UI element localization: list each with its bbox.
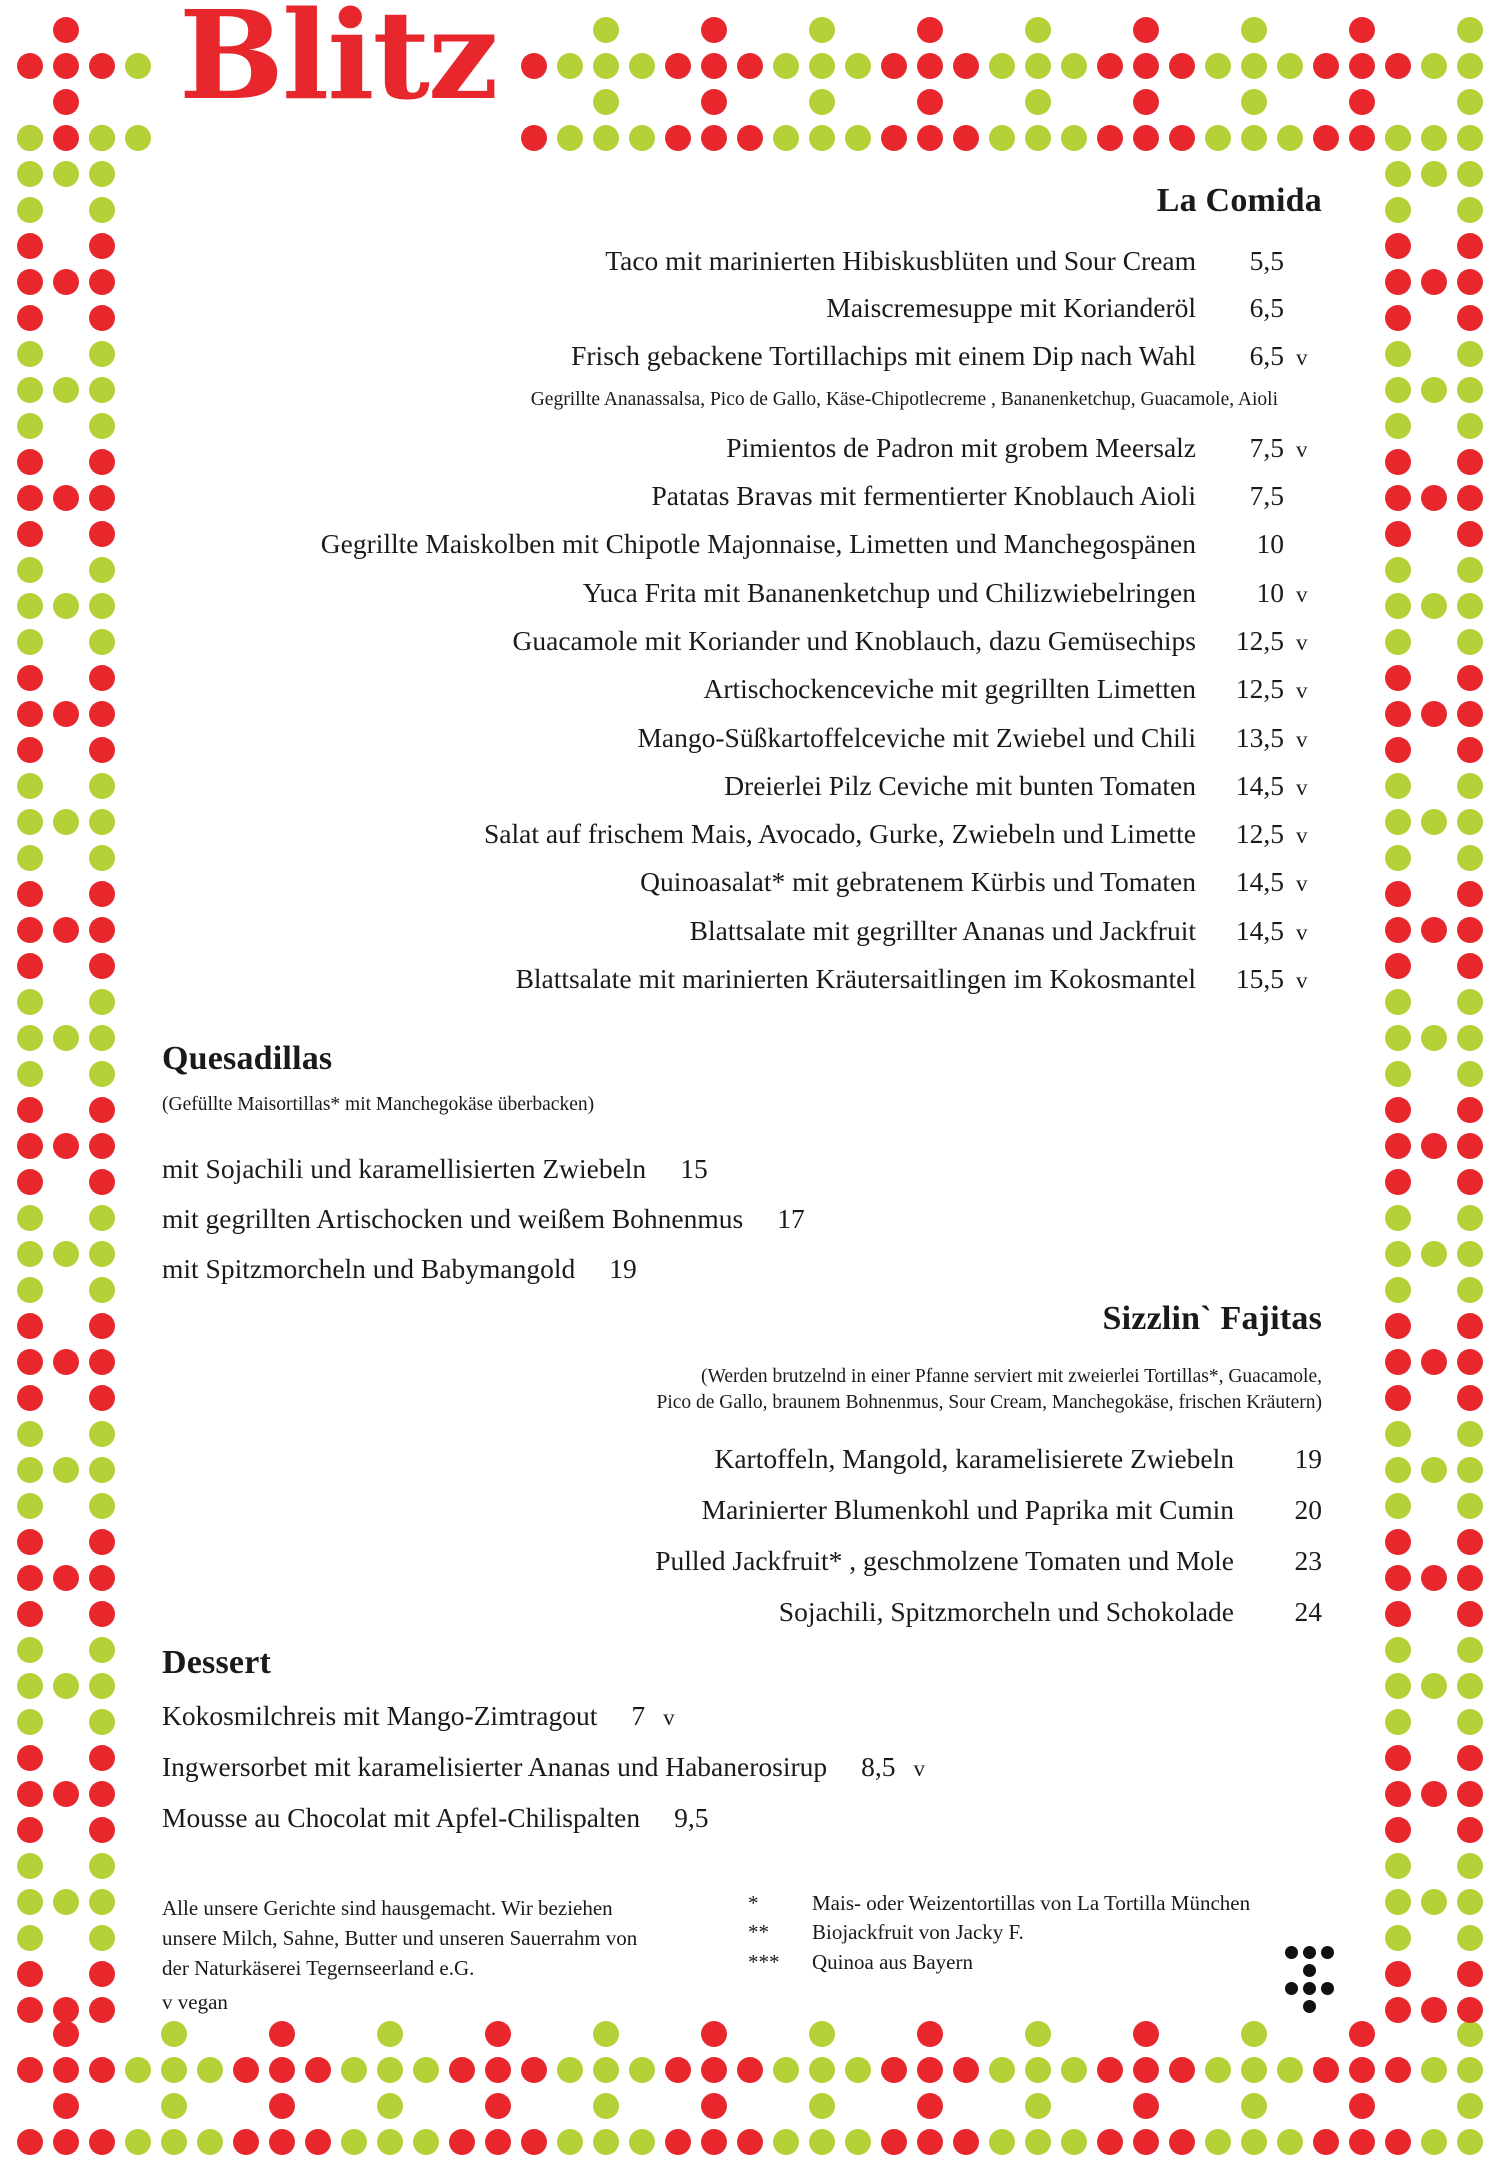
footnote-mark: * [748, 1891, 759, 1915]
menu-item-vegan-mark: v [663, 1705, 675, 1730]
menu-item-price: 14,5 [1235, 915, 1284, 946]
menu-item-name: Maiscremesuppe mit Korianderöl [826, 292, 1196, 323]
menu-item-price: 14,5 [1235, 866, 1284, 897]
footer-house-note-line3: der Naturkäserei Tegernseerland e.G. [162, 1955, 475, 1980]
menu-item-vegan-mark: v [1296, 630, 1308, 655]
footer-house-note-line2: unsere Milch, Sahne, Butter und unseren Sauerrahm von [162, 1925, 638, 1950]
menu-item-vegan-mark: v [1296, 775, 1308, 800]
menu-item-vegan-mark: v [1296, 727, 1308, 752]
menu-item-name: Kokosmilchreis mit Mango-Zimtragout [162, 1700, 598, 1731]
menu-item-name: Kartoffeln, Mangold, karamelisierete Zwiebeln [714, 1443, 1234, 1474]
menu-item-row [583, 577, 1322, 609]
footnote-mark: *** [748, 1949, 780, 1974]
menu-item-name: Yuca Frita mit Bananenketchup und Chilizwiebelringen [582, 577, 1196, 608]
menu-item-name: Patatas Bravas mit fermentierter Knoblauch Aioli [651, 480, 1196, 511]
footer-source-notes [748, 1889, 1250, 1977]
menu-item-row [571, 340, 1322, 372]
menu-item-price: 7,5 [1249, 480, 1284, 511]
menu-item-price: 19 [609, 1253, 637, 1284]
footnote-text: Biojackfruit von Jacky F. [812, 1920, 1024, 1945]
fajitas-subtitle-line2: Pico de Gallo, braunem Bohnenmus, Sour Cream, Manchegokäse, frischen Kräutern) [656, 1392, 1322, 1413]
menu-item-row [702, 1494, 1322, 1526]
menu-item-name: mit gegrillten Artischocken und weißem Bohnenmus [162, 1203, 744, 1234]
menu-item-vegan-mark: v [1296, 582, 1308, 607]
footer-note-row [748, 1948, 1250, 1977]
menu-item-price: 24 [1294, 1596, 1322, 1627]
menu-item-name: Mousse au Chocolat mit Apfel-Chilispalten [162, 1802, 641, 1833]
menu-item-name: Frisch gebackene Tortillachips mit einem Dip nach Wahl [571, 340, 1196, 371]
footer-vegan-legend: v vegan [162, 1990, 228, 2014]
menu-item-row [714, 1443, 1322, 1475]
section-title-la-comida: La Comida [1156, 182, 1322, 219]
menu-item-row [779, 1596, 1322, 1628]
menu-item-price: 12,5 [1235, 818, 1284, 849]
menu-item-vegan-mark: v [1296, 823, 1308, 848]
quesadillas-subtitle: (Gefüllte Maisortillas* mit Manchegokäse überbacken) [162, 1094, 595, 1115]
menu-item-row [516, 963, 1322, 995]
footnote-text: Mais- oder Weizentortillas von La Tortilla München [812, 1891, 1251, 1915]
section-title-fajitas: Sizzlin` Fajitas [1102, 1300, 1322, 1337]
menu-item-price: 12,5 [1235, 673, 1284, 704]
menu-item-vegan-mark: v [1296, 968, 1308, 993]
menu-item-row [513, 625, 1322, 657]
menu-item-row [162, 1203, 805, 1235]
footer-note-row [748, 1889, 1250, 1918]
menu-item-price: 6,5 [1249, 340, 1284, 371]
menu-item-name: Salat auf frischem Mais, Avocado, Gurke, Zwiebeln und Limette [484, 818, 1196, 849]
menu-item-name: Dreierlei Pilz Ceviche mit bunten Tomaten [724, 770, 1196, 801]
menu-item-vegan-mark: v [913, 1756, 926, 1781]
menu-item-price: 7,5 [1249, 432, 1284, 463]
menu-item-price: 7 [631, 1700, 646, 1731]
menu-item-row [826, 292, 1322, 324]
menu-item-price: 17 [777, 1203, 805, 1234]
menu-item-row [726, 432, 1322, 464]
menu-item-row [162, 1751, 925, 1783]
menu-item-name: Pulled Jackfruit* , geschmolzene Tomaten und Mole [655, 1545, 1234, 1576]
footer-house-note [162, 1894, 722, 1983]
menu-item-name: Blattsalate mit marinierten Kräutersaitlingen im Kokosmantel [515, 963, 1196, 994]
footer-house-note-line1: Alle unsere Gerichte sind hausgemacht. Wir beziehen [162, 1896, 613, 1920]
menu-item-vegan-mark: v [1296, 920, 1308, 945]
menu-item-price: 10 [1256, 528, 1284, 559]
menu-item-price: 19 [1294, 1443, 1322, 1474]
menu-item-row [690, 915, 1322, 947]
footer-note-row [748, 1918, 1250, 1947]
menu-item-row [637, 722, 1322, 754]
menu-item-row [162, 1253, 637, 1285]
menu-item-name: Blattsalate mit gegrillter Ananas und Jackfruit [689, 915, 1196, 946]
footnote-mark: ** [748, 1920, 769, 1945]
menu-item-name: Guacamole mit Koriander und Knoblauch, dazu Gemüsechips [512, 625, 1196, 656]
menu-item-price: 5,5 [1249, 245, 1284, 276]
menu-item-price: 15,5 [1235, 963, 1284, 994]
menu-item-name: mit Sojachili und karamellisierten Zwiebeln [162, 1153, 647, 1184]
tortillachips-dip-list: Gegrillte Ananassalsa, Pico de Gallo, Käse-Chipotlecreme , Bananenketchup, Guacamole, Aioli [530, 389, 1278, 410]
menu-item-name: Mango-Süßkartoffelceviche mit Zwiebel und Chili [637, 722, 1196, 753]
menu-item-price: 20 [1294, 1494, 1322, 1525]
menu-item-row [640, 866, 1322, 898]
section-title-quesadillas: Quesadillas [162, 1040, 333, 1077]
menu-item-price: 9,5 [674, 1802, 709, 1833]
dot-cross-mark-icon [1285, 1946, 1355, 2016]
menu-item-price: 10 [1256, 577, 1284, 608]
menu-item-vegan-mark: v [1296, 345, 1308, 370]
menu-item-name: Pimientos de Padron mit grobem Meersalz [726, 432, 1196, 463]
menu-item-name: Taco mit marinierten Hibiskusblüten und Sour Cream [605, 245, 1196, 276]
fajitas-subtitle-line1: (Werden brutzelnd in einer Pfanne serviert mit zweierlei Tortillas*, Guacamole, [700, 1366, 1322, 1387]
menu-item-price: 13,5 [1235, 722, 1284, 753]
footnote-text: Quinoa aus Bayern [812, 1949, 973, 1974]
menu-item-row [162, 1802, 727, 1834]
menu-item-name: Artischockenceviche mit gegrillten Limetten [703, 673, 1196, 704]
menu-item-name: Sojachili, Spitzmorcheln und Schokolade [778, 1596, 1234, 1627]
menu-item-row [321, 528, 1322, 560]
menu-item-row [655, 1545, 1322, 1577]
menu-item-row [484, 818, 1322, 850]
menu-item-row [724, 770, 1322, 802]
menu-item-price: 12,5 [1235, 625, 1284, 656]
menu-item-row [652, 480, 1323, 512]
menu-item-price: 23 [1294, 1545, 1322, 1576]
menu-item-row [162, 1153, 708, 1185]
menu-item-row [162, 1700, 675, 1732]
menu-item-row [703, 673, 1322, 705]
menu-item-vegan-mark: v [1296, 437, 1308, 462]
menu-item-row [605, 245, 1322, 277]
menu-item-name: Quinoasalat* mit gebratenem Kürbis und Tomaten [640, 866, 1196, 897]
menu-item-price: 15 [680, 1153, 708, 1184]
menu-item-name: mit Spitzmorcheln und Babymangold [162, 1253, 576, 1284]
menu-item-price: 8,5 [861, 1751, 896, 1782]
menu-item-price: 6,5 [1249, 292, 1284, 323]
menu-item-name: Gegrillte Maiskolben mit Chipotle Majonnaise, Limetten und Manchegospänen [320, 528, 1196, 559]
brand-logo-text: Blitz [178, 0, 497, 127]
menu-item-vegan-mark: v [1296, 678, 1308, 703]
menu-item-vegan-mark: v [1296, 871, 1308, 896]
menu-item-price: 14,5 [1235, 770, 1284, 801]
menu-item-name: Marinierter Blumenkohl und Paprika mit Cumin [701, 1494, 1234, 1525]
section-title-dessert: Dessert [162, 1644, 272, 1681]
menu-item-name: Ingwersorbet mit karamelisierter Ananas und Habanerosirup [162, 1751, 828, 1782]
